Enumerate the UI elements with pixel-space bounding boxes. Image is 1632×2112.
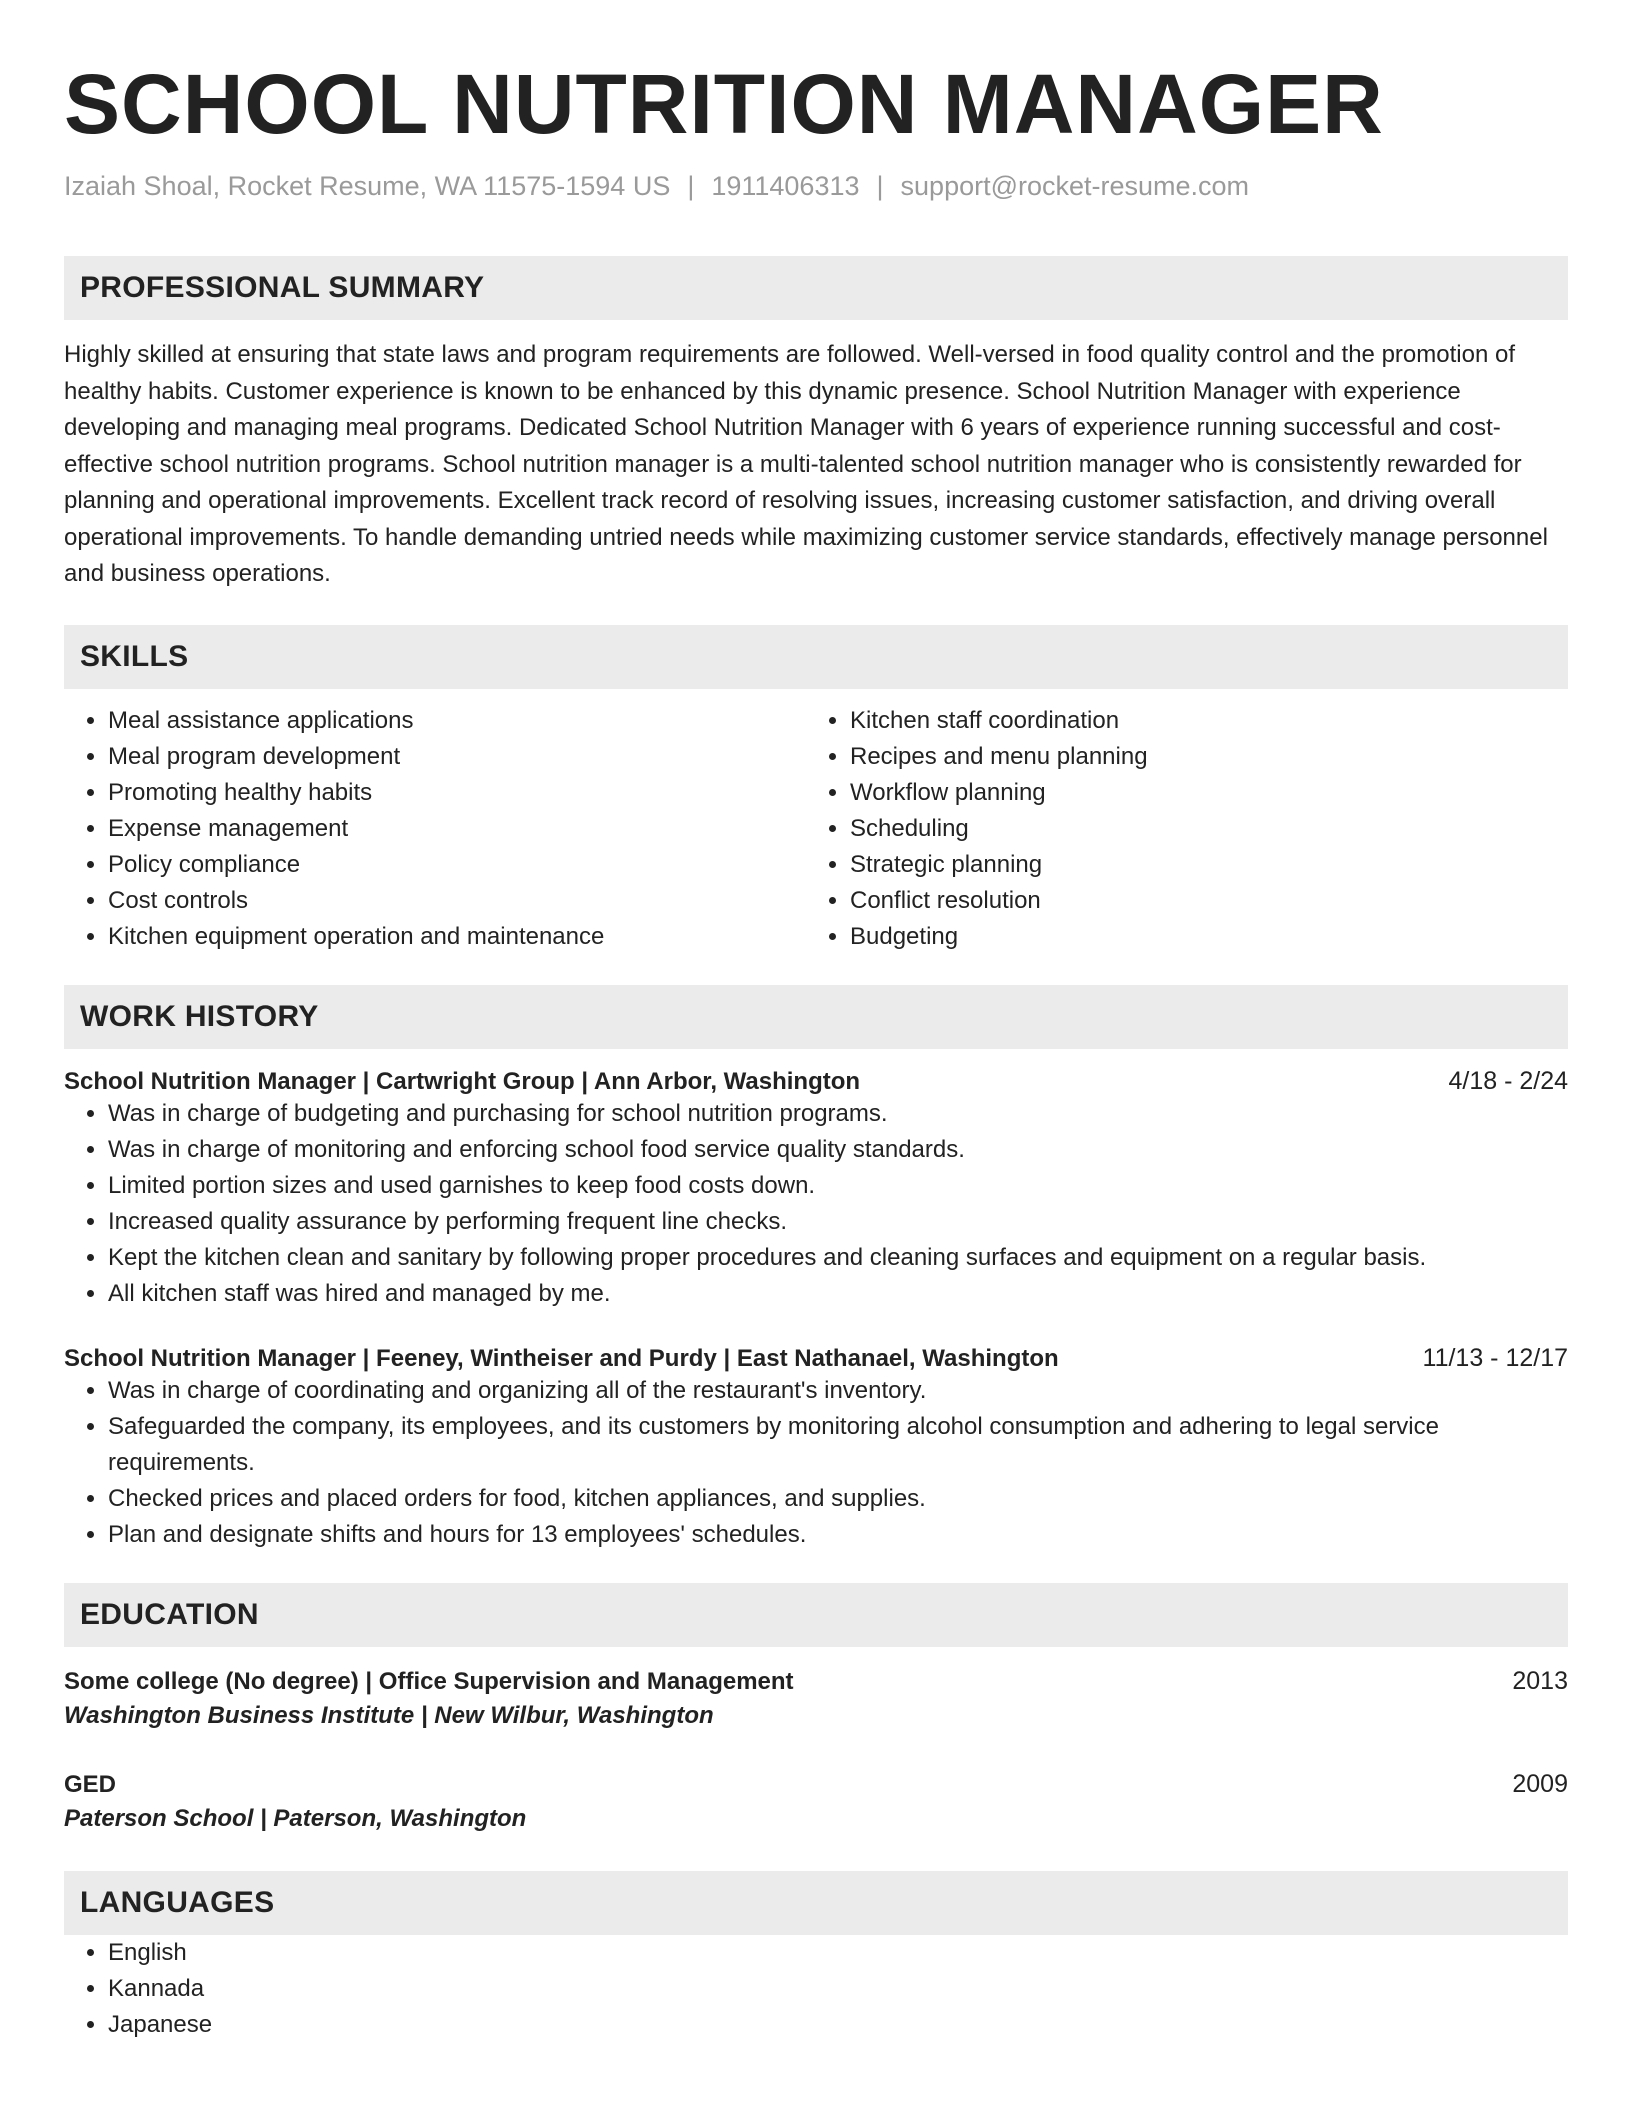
skills-column-left bbox=[64, 703, 806, 955]
job-bullet: • Safeguarded the company, its employees, and its customers by monitoring alcohol consumption and adhering to legal service requirements. bbox=[108, 1409, 1568, 1481]
skill-item: • Conflict resolution bbox=[850, 883, 1548, 919]
contact-separator: | bbox=[687, 171, 695, 201]
job-bullet: • Kept the kitchen clean and sanitary by following proper procedures and cleaning surfaces and equipment on a regular basis. bbox=[108, 1240, 1568, 1276]
skills-list-left bbox=[64, 703, 806, 955]
job-bullets bbox=[64, 1373, 1568, 1553]
education-heading: EDUCATION bbox=[64, 1583, 1568, 1647]
skill-item: • Workflow planning bbox=[850, 775, 1548, 811]
job-title: School Nutrition Manager | Cartwright Group | Ann Arbor, Washington bbox=[64, 1067, 861, 1095]
languages-heading: LANGUAGES bbox=[64, 1871, 1568, 1935]
skill-item: • Budgeting bbox=[850, 919, 1548, 955]
summary-heading: PROFESSIONAL SUMMARY bbox=[64, 256, 1568, 320]
work-history-heading: WORK HISTORY bbox=[64, 985, 1568, 1049]
skill-item: • Policy compliance bbox=[108, 847, 806, 883]
contact-separator: | bbox=[876, 171, 884, 201]
skill-item: • Meal assistance applications bbox=[108, 703, 806, 739]
skill-item: • Promoting healthy habits bbox=[108, 775, 806, 811]
skill-item: • Expense management bbox=[108, 811, 806, 847]
summary-text: Highly skilled at ensuring that state laws and program requirements are followed. Well-versed in food quality control and the promotion of healthy habits. Customer experience is known to be enhanced by this dynamic presence. School Nutrition Manager with experience developing and managing meal programs. Dedicated School Nutrition Manager with 6 years of experience running successful and cost-effective school nutrition programs. School nutrition manager is a multi-talented school nutrition manager who is consistently rewarded for planning and operational improvements. Excellent track record of resolving issues, increasing customer satisfaction, and driving overall operational improvements. To handle demanding untried needs while maximizing customer service standards, effectively manage personnel and business operations. bbox=[64, 341, 1548, 587]
languages-list bbox=[64, 1935, 1568, 2043]
language-item: • English bbox=[108, 1935, 1568, 1971]
skill-item: • Strategic planning bbox=[850, 847, 1548, 883]
skills-list-right bbox=[806, 703, 1548, 955]
skill-item: • Recipes and menu planning bbox=[850, 739, 1548, 775]
contact-line bbox=[64, 166, 1568, 206]
skills-grid bbox=[64, 703, 1568, 955]
job-bullet: • Increased quality assurance by performing frequent line checks. bbox=[108, 1204, 1568, 1240]
job-title: School Nutrition Manager | Feeney, Wintheiser and Purdy | East Nathanael, Washington bbox=[64, 1344, 1059, 1372]
skills-column-right bbox=[806, 703, 1548, 955]
skill-item: • Scheduling bbox=[850, 811, 1548, 847]
job-bullet: • Was in charge of monitoring and enforcing school food service quality standards. bbox=[108, 1132, 1568, 1168]
job-bullet: • Checked prices and placed orders for food, kitchen appliances, and supplies. bbox=[108, 1481, 1568, 1517]
job-bullet: • All kitchen staff was hired and managed by me. bbox=[108, 1276, 1568, 1312]
job-header bbox=[64, 1344, 1568, 1373]
contact-email[interactable]: support@rocket-resume.com bbox=[900, 171, 1250, 201]
resume-title: SCHOOL NUTRITION MANAGER bbox=[64, 57, 1384, 151]
job-bullet: • Was in charge of budgeting and purchasing for school nutrition programs. bbox=[108, 1096, 1568, 1132]
skill-item: • Kitchen staff coordination bbox=[850, 703, 1548, 739]
education-entry-header bbox=[64, 1770, 1568, 1799]
language-item: • Japanese bbox=[108, 2007, 1568, 2043]
education-school: Washington Business Institute | New Wilbur, Washington bbox=[64, 1701, 714, 1729]
education-school: Paterson School | Paterson, Washington bbox=[64, 1804, 527, 1832]
job-dates: 4/18 - 2/24 bbox=[1448, 1066, 1568, 1095]
contact-phone: 1911406313 bbox=[711, 171, 860, 201]
job-header bbox=[64, 1067, 1568, 1096]
education-degree: Some college (No degree) | Office Supervision and Management bbox=[64, 1667, 794, 1695]
language-item: • Kannada bbox=[108, 1971, 1568, 2007]
job-bullet: • Was in charge of coordinating and organizing all of the restaurant's inventory. bbox=[108, 1373, 1568, 1409]
education-entry-header bbox=[64, 1667, 1568, 1696]
education-year: 2009 bbox=[1512, 1769, 1568, 1798]
skill-item: • Kitchen equipment operation and maintenance bbox=[108, 919, 806, 955]
education-year: 2013 bbox=[1512, 1666, 1568, 1695]
skills-heading: SKILLS bbox=[64, 625, 1568, 689]
contact-address: Izaiah Shoal, Rocket Resume, WA 11575-1594 US bbox=[64, 171, 671, 201]
skill-item: • Cost controls bbox=[108, 883, 806, 919]
job-bullet: • Limited portion sizes and used garnishes to keep food costs down. bbox=[108, 1168, 1568, 1204]
job-dates: 11/13 - 12/17 bbox=[1422, 1343, 1568, 1372]
education-degree: GED bbox=[64, 1770, 117, 1798]
job-bullet: • Plan and designate shifts and hours for 13 employees' schedules. bbox=[108, 1517, 1568, 1553]
job-bullets bbox=[64, 1096, 1568, 1312]
skill-item: • Meal program development bbox=[108, 739, 806, 775]
